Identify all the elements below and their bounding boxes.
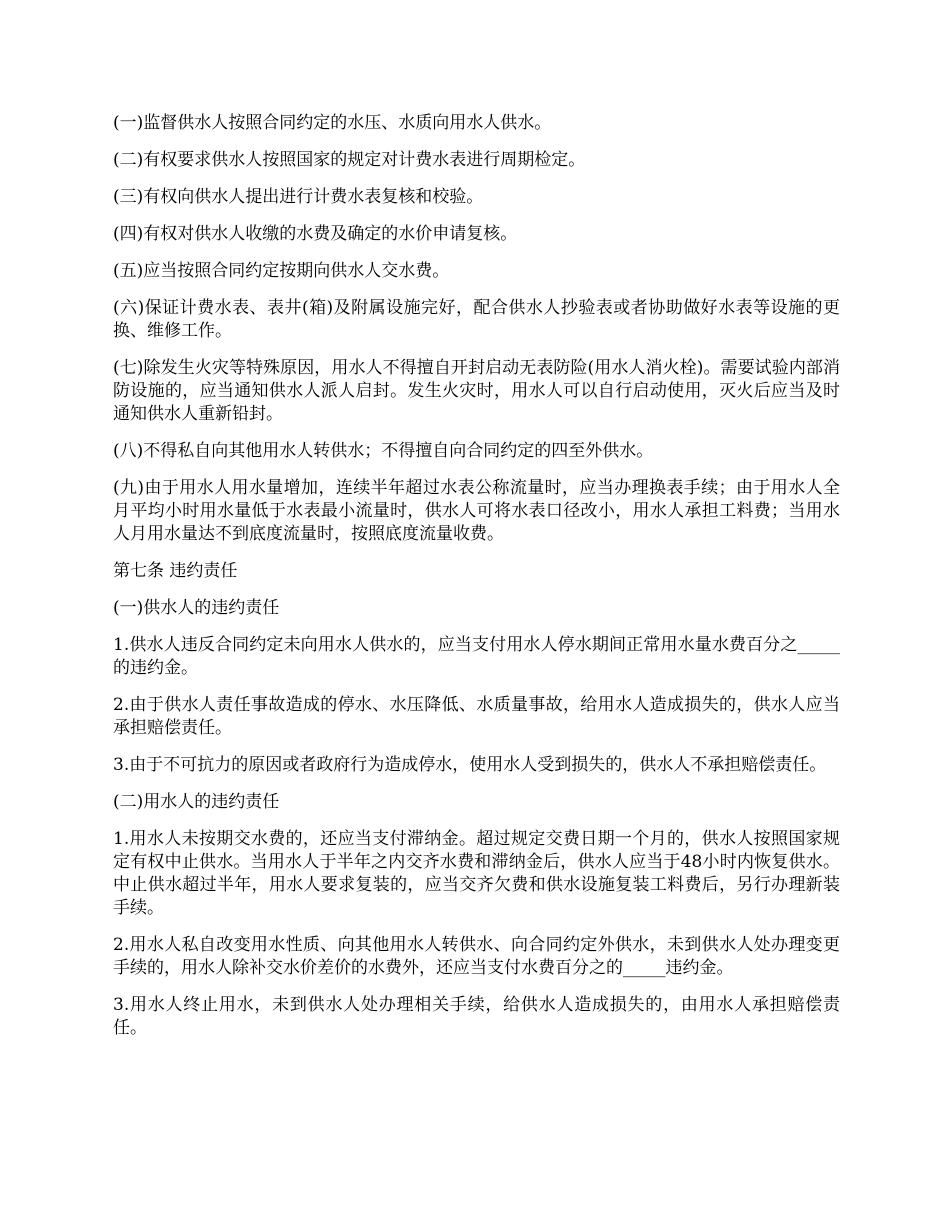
paragraph-user-right-4: (四)有权对供水人收缴的水费及确定的水价申请复核。: [113, 224, 518, 244]
subheading-user-liability: (二)用水人的违约责任: [113, 792, 280, 812]
paragraph-user-duty-5: (五)应当按照合同约定按期向供水人交水费。: [113, 261, 450, 281]
paragraph-user-duty-6: (六)保证计费水表、表井(箱)及附属设施完好，配合供水人抄验表或者协助做好水表等设施的更换、维修工作。: [113, 298, 840, 341]
paragraph-supplier-liability-1: 1.供水人违反合同约定未向用水人供水的，应当支付用水人停水期间正常用水量水费百分之_____的违约金。: [113, 635, 840, 678]
paragraph-user-right-1: (一)监督供水人按照合同约定的水压、水质向用水人供水。: [113, 113, 552, 133]
paragraph-user-duty-8: (八)不得私自向其他用水人转供水；不得擅自向合同约定的四至外供水。: [113, 441, 654, 461]
paragraph-user-liability-1: 1.用水人未按期交水费的，还应当支付滞纳金。超过规定交费日期一个月的，供水人按照国家规定有权中止供水。当用水人于半年之内交齐水费和滞纳金后，供水人应当于48小时内恢复供水。中止供水超过半年，用水人要求复装的，应当交齐欠费和供水设施复装工料费后，另行办理新装手续。: [113, 829, 840, 918]
paragraph-user-right-3: (三)有权向供水人提出进行计费水表复核和校验。: [113, 187, 484, 207]
paragraph-supplier-liability-3: 3.由于不可抗力的原因或者政府行为造成停水，使用水人受到损失的，供水人不承担赔偿责任。: [113, 755, 827, 775]
paragraph-user-liability-2: 2.用水人私自改变用水性质、向其他用水人转供水、向合同约定外供水，未到供水人处办理变更手续的，用水人除补交水价差价的水费外，还应当支付水费百分之的_____违约金。: [113, 935, 840, 978]
subheading-supplier-liability: (一)供水人的违约责任: [113, 598, 280, 618]
paragraph-user-duty-9: (九)由于用水人用水量增加，连续半年超过水表公称流量时，应当办理换表手续；由于用水人全月平均小时用水量低于水表最小流量时，供水人可将水表口径改小，用水人承担工料费；当用水人月用水量达不到底度流量时，按照底度流量收费。: [113, 478, 840, 544]
paragraph-user-duty-7: (七)除发生火灾等特殊原因，用水人不得擅自开封启动无表防险(用水人消火栓)。需要试验内部消防设施的，应当通知供水人派人启封。发生火灾时，用水人可以自行启动使用，灭火后应当及时通知供水人重新铅封。: [113, 358, 840, 424]
section-heading-article-7: 第七条 违约责任: [113, 561, 238, 581]
document-body: [113, 112, 840, 1054]
paragraph-supplier-liability-2: 2.由于供水人责任事故造成的停水、水压降低、水质量事故，给用水人造成损失的，供水人应当承担赔偿责任。: [113, 695, 840, 738]
paragraph-user-right-2: (二)有权要求供水人按照国家的规定对计费水表进行周期检定。: [113, 150, 586, 170]
paragraph-user-liability-3: 3.用水人终止用水，未到供水人处办理相关手续，给供水人造成损失的，由用水人承担赔偿责任。: [113, 995, 840, 1038]
